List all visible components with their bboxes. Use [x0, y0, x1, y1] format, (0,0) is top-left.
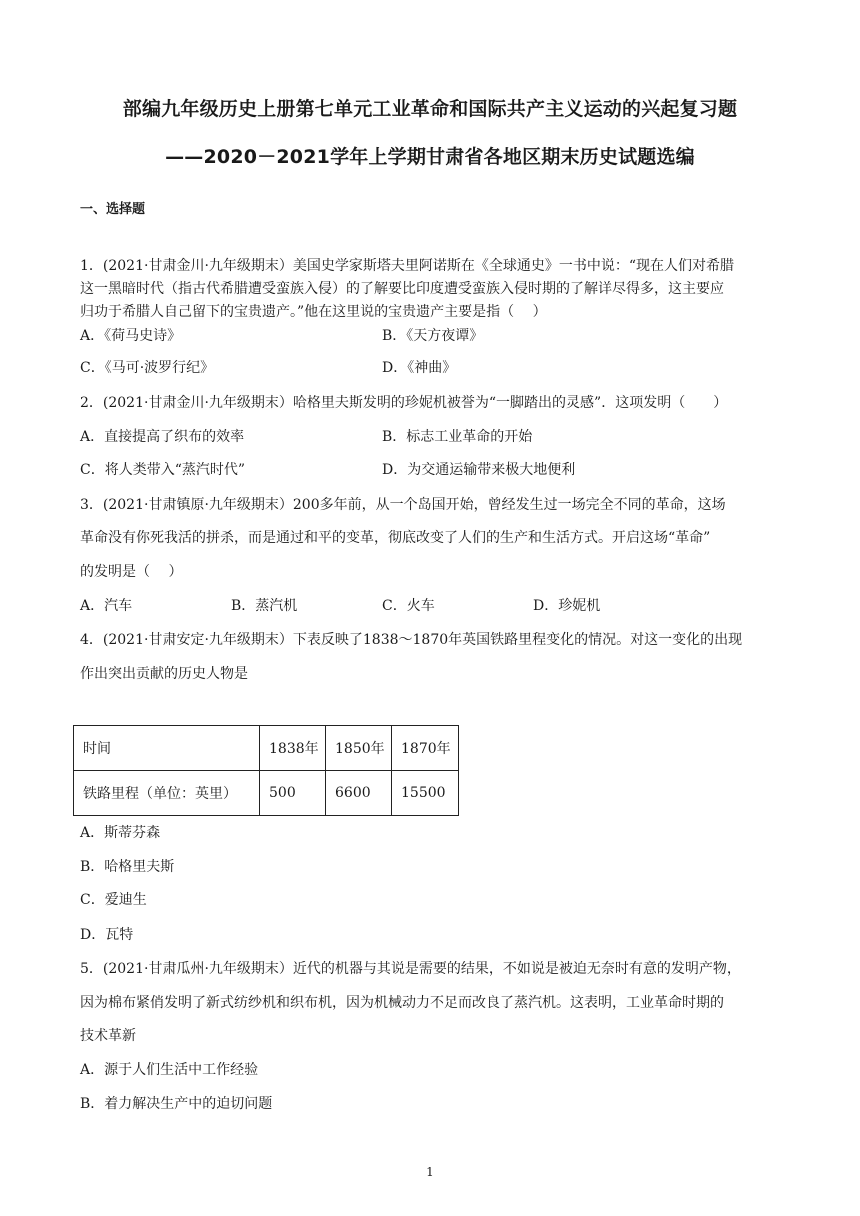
table-cell: 1838年 [260, 726, 326, 771]
question-3-text: 革命没有你死我活的拼杀，而是通过和平的变革，彻底改变了人们的生产和生活方式。开启这场“革命” [80, 530, 711, 546]
question-4-option-a: A．斯蒂芬森 [80, 825, 161, 841]
question-2-option-d: D．为交通运输带来极大地便利 [382, 462, 576, 478]
question-1-text: 归功于希腊人自己留下的宝贵遗产。”他在这里说的宝贵遗产主要是指（ ） [80, 304, 547, 320]
table-cell: 500 [260, 771, 326, 816]
question-2-option-a: A．直接提高了织布的效率 [80, 429, 245, 445]
table-cell: 15500 [392, 771, 459, 816]
question-3-text: 的发明是（ ） [80, 564, 183, 580]
table-row [74, 771, 459, 816]
document-title-line2: ——2020－2021学年上学期甘肃省各地区期末历史试题选编 [165, 146, 695, 168]
question-5-option-b: B．着力解决生产中的迫切问题 [80, 1096, 273, 1112]
question-1-option-a: A．《荷马史诗》 [80, 328, 182, 344]
question-2-option-b: B．标志工业革命的开始 [382, 429, 533, 445]
question-5-text: 5．(2021·甘肃瓜州·九年级期末）近代的机器与其说是需要的结果，不如说是被迫无奈时有意的发明产物， [80, 961, 741, 977]
question-4-option-b: B．哈格里夫斯 [80, 859, 175, 875]
railway-mileage-table [73, 725, 459, 816]
question-2-text: 2．(2021·甘肃金川·九年级期末）哈格里夫斯发明的珍妮机被誉为“一脚踏出的灵感”．这项发明（ ） [80, 395, 728, 411]
section-heading: 一、选择题 [80, 202, 146, 217]
question-5-text: 因为棉布紧俏发明了新式纺纱机和织布机，因为机械动力不足而改良了蒸汽机。这表明，工业革命时期的 [80, 995, 724, 1011]
page-number: 1 [426, 1165, 434, 1179]
table-cell: 时间 [74, 726, 260, 771]
question-2-option-c: C．将人类带入“蒸汽时代” [80, 462, 246, 478]
table-cell: 1870年 [392, 726, 459, 771]
question-4-option-c: C．爱迪生 [80, 892, 147, 908]
question-5-text: 技术革新 [80, 1028, 136, 1044]
question-3-text: 3．(2021·甘肃镇原·九年级期末）200多年前，从一个岛国开始，曾经发生过一场完全不同的革命，这场 [80, 497, 726, 513]
question-1-text: 这一黑暗时代（指古代希腊遭受蛮族入侵）的了解要比印度遭受蛮族入侵时期的了解详尽得多，这主要应 [80, 281, 724, 297]
question-3-option-a: A．汽车 [80, 598, 133, 614]
question-4-text: 4．(2021·甘肃安定·九年级期末）下表反映了1838～1870年英国铁路里程变化的情况。对这一变化的出现 [80, 632, 743, 648]
document-title-line1: 部编九年级历史上册第七单元工业革命和国际共产主义运动的兴起复习题 [122, 98, 738, 120]
question-3-option-b: B．蒸汽机 [231, 598, 298, 614]
question-1-option-d: D．《神曲》 [382, 360, 457, 376]
question-4-option-d: D．瓦特 [80, 927, 134, 943]
question-5-option-a: A．源于人们生活中工作经验 [80, 1062, 259, 1078]
question-1-option-b: B．《天方夜谭》 [382, 328, 484, 344]
table-cell: 1850年 [326, 726, 392, 771]
question-1-option-c: C．《马可·波罗行纪》 [80, 360, 215, 376]
question-3-option-c: C．火车 [382, 598, 435, 614]
table-header-row [74, 726, 459, 771]
question-1-text: 1．(2021·甘肃金川·九年级期末）美国史学家斯塔夫里阿诺斯在《全球通史》一书中说：“现在人们对希腊 [80, 258, 735, 274]
table-cell: 6600 [326, 771, 392, 816]
question-4-text: 作出突出贡献的历史人物是 [80, 666, 248, 682]
question-3-option-d: D．珍妮机 [533, 598, 601, 614]
table-cell: 铁路里程（单位：英里） [74, 771, 260, 816]
